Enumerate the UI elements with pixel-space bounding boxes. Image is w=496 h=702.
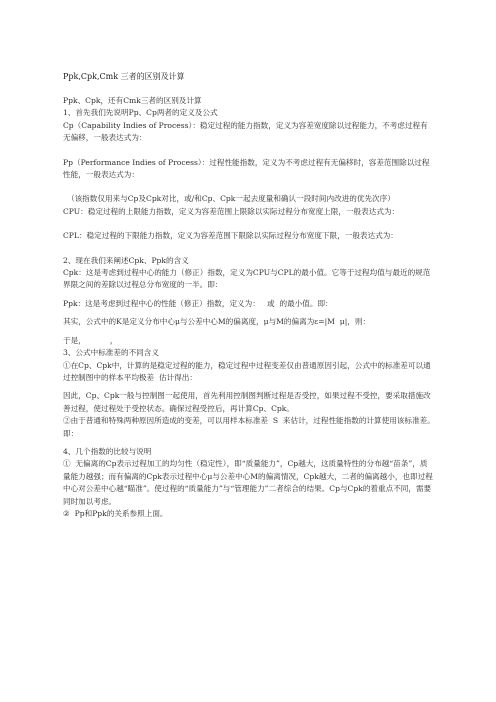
ppk-definition: Ppk：这是考虑到过程中心的性能（修正）指数，定义为： 或 的最小值。即： xyxy=(63,298,333,308)
section-1-heading: 1、首先我们先说明Pp、Cp两者的定义及公式 xyxy=(63,108,218,118)
std-dev-point-1: ①在Cp、Cpk中，计算的是稳定过程的能力，稳定过程中过程变差仅由普通原因引起，公式中的标准差可以通过控制图中的样本平均极差 估计得出： xyxy=(63,360,431,382)
comparison-point-2: ② Pp和Ppk的关系参照上面。 xyxy=(63,508,168,518)
cpk-definition: Cpk：这是考虑到过程中心的能力（修正）指数，定义为CPU与CPL的最小值。它等于过程均值与最近的规范界限之间的差除以过程总分布宽度的一半。即： xyxy=(63,268,431,290)
pp-definition: Pp（Performance Indies of Process）：过程性能指数，定义为不考虑过程有无偏移时，容差范围除以过程性能，一般表达式为： xyxy=(63,157,430,180)
control-chart-note: 因此，Cp、Cpk一般与控制图一起使用，首先利用控制图判断过程是否受控，如果过程不受控，要采取措施改善过程，使过程处于受控状态。确保过程受控后，再计算Cp、Cpk。 xyxy=(63,391,431,413)
section-2-heading: 2、现在我们来阐述Cpk、Ppk的含义 xyxy=(63,255,189,265)
k-explanation: 其实，公式中的K是定义分布中心μ与公差中心M的偏离度，μ与M的偏离为ε=|M μ|，则： xyxy=(63,317,371,327)
cpl-definition: CPL：稳定过程的下限能力指数，定义为容差范围下限除以实际过程分布宽度下限，一般表达式为： xyxy=(63,231,398,241)
document-title: Ppk,Cpk,Cmk 三者的区别及计算 xyxy=(63,72,185,81)
section-3-heading: 3、公式中标准差的不同含义 xyxy=(63,348,159,358)
intro-line: Ppk、Cpk，还有Cmk三者的区别及计算 xyxy=(63,96,202,105)
std-dev-point-2: ②由于普通和特殊两种原因所造成的变差，可以用样本标准差 S 来估计，过程性能指数的计算使用该标准差。即： xyxy=(63,416,435,438)
comparison-point-1: ① 无偏离的Cp表示过程加工的均匀性（稳定性），即“质量能力”，Cp越大，这质量特性的分布越“苗条”，质量能力越强；而有偏离的Cpk表示过程中心μ与公差中心M的偏离情况，Cpk越大，二者的偏离越小，也即过程中心对公差中心越“瞄准”。使过程的“质量能力”与“管理能力”二者综合的结果。Cp与Cpk的着重点不同，需要同时加以考虑。 xyxy=(63,459,433,506)
document-body xyxy=(63,95,435,520)
therefore-line: 于是， ， xyxy=(63,335,118,345)
cp-definition: Cp（Capability Indies of Process）：稳定过程的能力指数，定义为容差宽度除以过程能力，不考虑过程有无偏移，一般表达式为： xyxy=(63,120,428,143)
section-4-heading: 4、几个指数的比较与说明 xyxy=(63,446,152,456)
cpu-definition: CPU：稳定过程的上限能力指数，定义为容差范围上限除以实际过程分布宽度上限，一般表达式为： xyxy=(63,206,400,216)
pp-note: （该指数仅用来与Cp及Cpk对比，或/和Cp、Cpk一起去度量和确认一段时间内改进的优先次序） xyxy=(67,194,395,204)
